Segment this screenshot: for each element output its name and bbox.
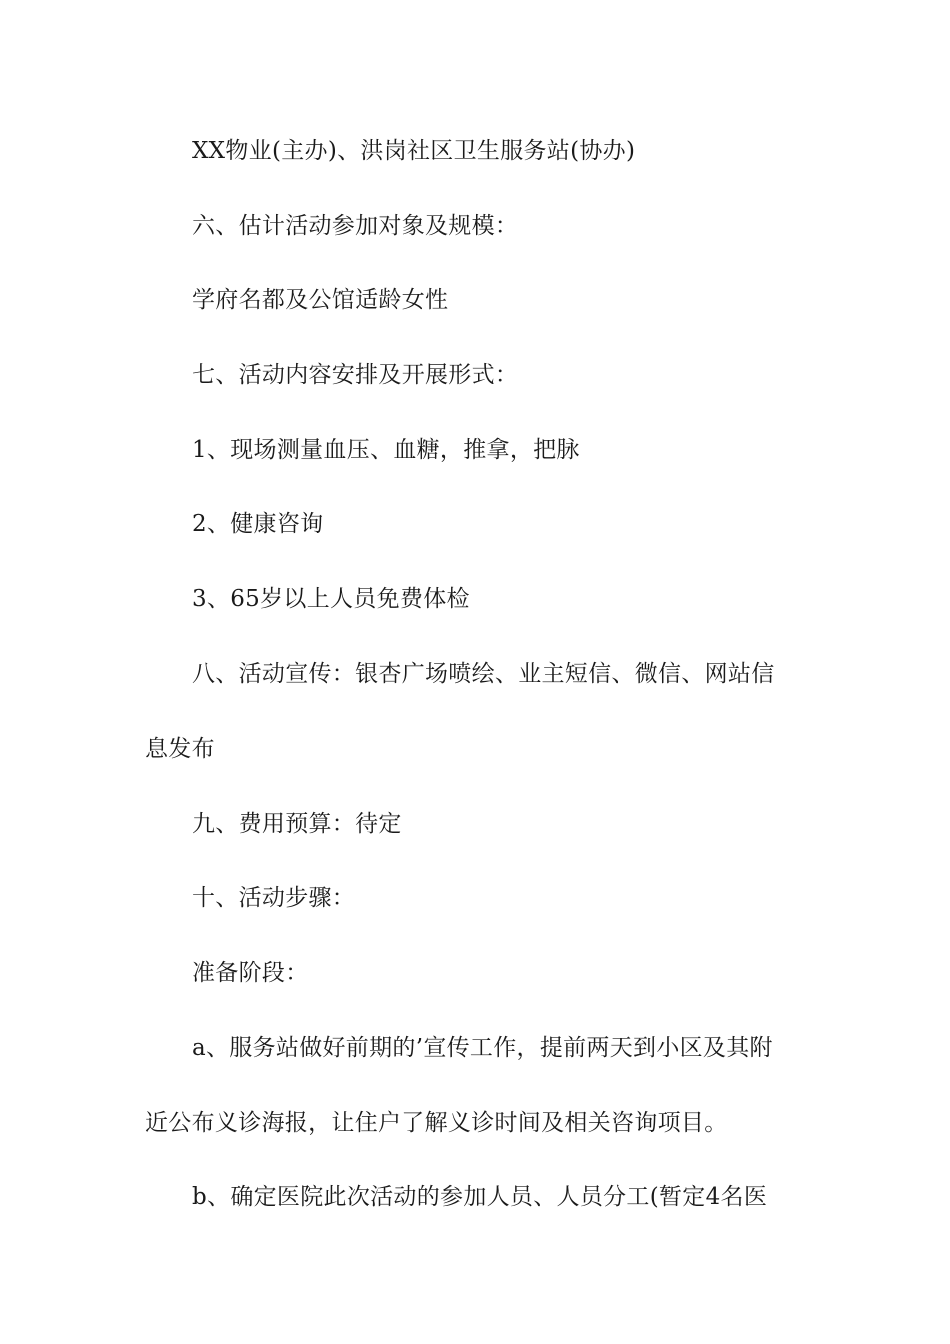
text-line-participants: 学府名都及公馆适龄女性 bbox=[192, 287, 449, 313]
text-line-publicity-continued: 息发布 bbox=[145, 736, 215, 762]
text-line-organizers: XX物业(主办)、洪岗社区卫生服务站(协办) bbox=[192, 138, 636, 164]
subheading-preparation: 准备阶段： bbox=[192, 960, 309, 986]
list-item-consultation: 2、健康咨询 bbox=[192, 511, 324, 537]
text-line-step-a-continued: 近公布义诊海报，让住户了解义诊时间及相关咨询项目。 bbox=[145, 1110, 728, 1136]
heading-publicity: 八、活动宣传：银杏广场喷绘、业主短信、微信、网站信 bbox=[192, 661, 775, 687]
heading-steps: 十、活动步骤： bbox=[192, 885, 356, 911]
text-line-step-b: b、确定医院此次活动的参加人员、人员分工(暂定4名医 bbox=[192, 1184, 768, 1210]
text-line-step-a: a、服务站做好前期的’宣传工作，提前两天到小区及其附 bbox=[192, 1035, 773, 1061]
list-item-checkup: 3、65岁以上人员免费体检 bbox=[192, 586, 470, 612]
heading-budget: 九、费用预算：待定 bbox=[192, 811, 402, 837]
heading-participants: 六、估计活动参加对象及规模： bbox=[192, 213, 519, 239]
heading-activity-content: 七、活动内容安排及开展形式： bbox=[192, 362, 519, 388]
list-item-measurement: 1、现场测量血压、血糖，推拿，把脉 bbox=[192, 437, 580, 463]
